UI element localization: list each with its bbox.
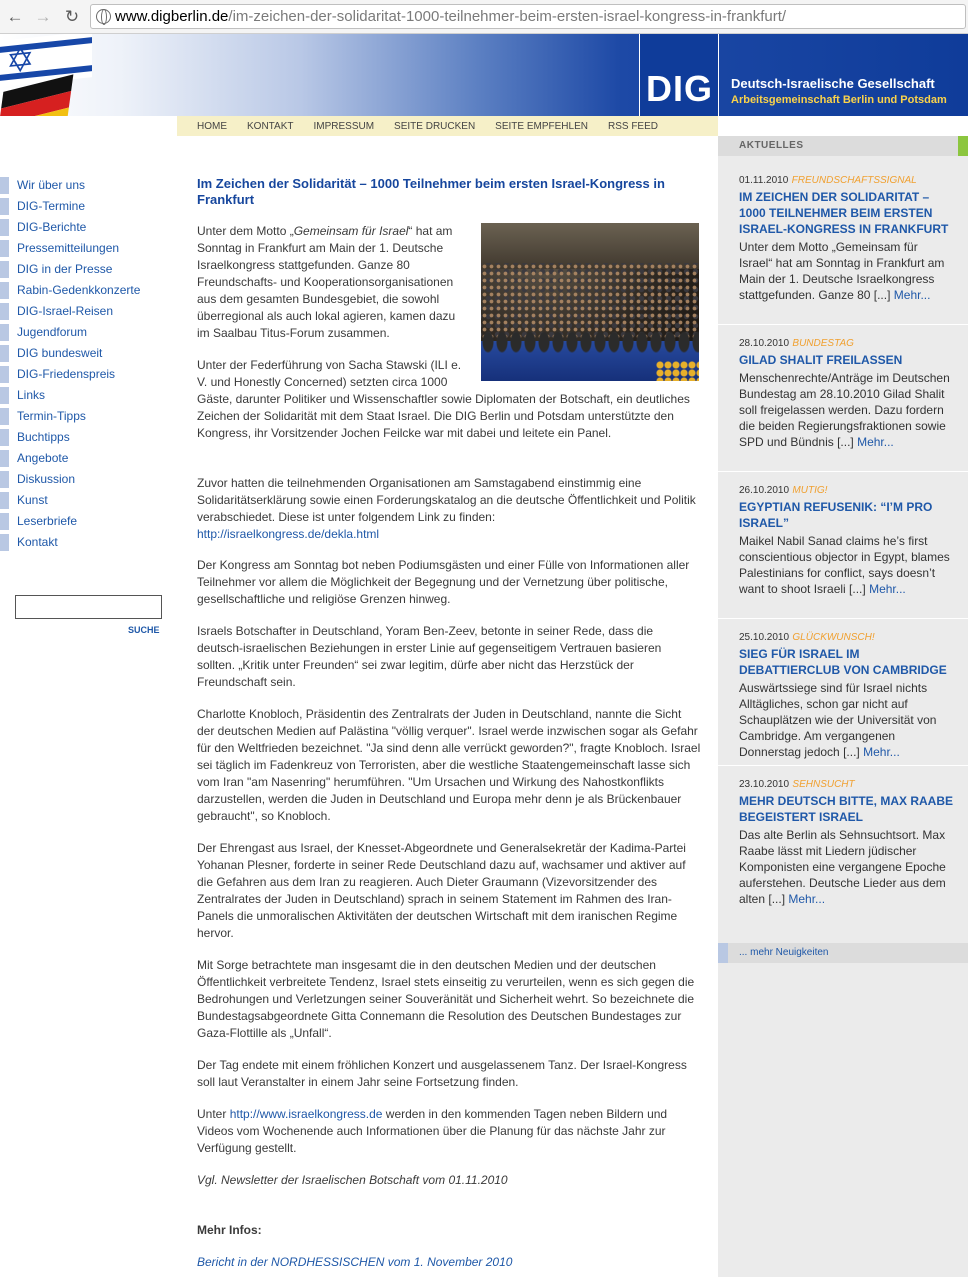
news-more-link[interactable]: Mehr...: [857, 435, 894, 449]
sidebar-item-kunst[interactable]: Kunst: [0, 492, 177, 513]
nav-seite-empfehlen[interactable]: SEITE EMPFEHLEN: [495, 120, 588, 132]
org-subtitle: Arbeitsgemeinschaft Berlin und Potsdam: [731, 94, 947, 106]
nav-kontakt[interactable]: KONTAKT: [247, 120, 294, 132]
sidebar-item-termin-tipps[interactable]: Termin-Tipps: [0, 408, 177, 429]
news-sidebar: [718, 136, 968, 1277]
article-paragraph-8: Mit Sorge betrachtete man insgesamt die in den deutschen Medien und der deutschen Öffentlichkeit verbreitete Tendenz, Israel stets einseitig zu verurteilen, wenn es sich gegen die Bedrohungen und Verletzungen seiner Souveränität und Sicherheit wehrt. So bezeichnete die Bundestagsabgeordnete Gitta Connemann die Resolution des Deutschen Bundestages zur Gaza-Flottille als „Unfall“.: [197, 958, 695, 1040]
search-button[interactable]: SUCHE: [128, 625, 160, 635]
url-path: /im-zeichen-der-solidaritat-1000-teilnehmer-beim-ersten-israel-kongress-in-frankfurt/: [228, 8, 787, 25]
article-title: Im Zeichen der Solidarität – 1000 Teilnehmer beim ersten Israel-Kongress in Frankfurt: [197, 176, 665, 207]
org-name: Deutsch-Israelische Gesellschaft: [731, 76, 935, 91]
congress-audience-photo: [481, 223, 699, 381]
article-paragraph-2a: Unter der Federführung von Sacha Stawski (ILI e. V. und Honestly Concerned) setzten circa 1000: [197, 358, 462, 389]
sidebar-item-angebote[interactable]: Angebote: [0, 450, 177, 471]
more-info-heading: Mehr Infos:: [197, 1223, 262, 1237]
sidebar-item-dig-termine[interactable]: DIG-Termine: [0, 198, 177, 219]
sidebar-item-leserbriefe[interactable]: Leserbriefe: [0, 513, 177, 534]
sidebar-item-pressemitteilungen[interactable]: Pressemitteilungen: [0, 240, 177, 261]
article-source: Vgl. Newsletter der Israelischen Botschaft vom 01.11.2010: [197, 1173, 508, 1187]
forward-button[interactable]: →: [34, 7, 52, 26]
nav-impressum[interactable]: IMPRESSUM: [313, 120, 375, 132]
news-text: Das alte Berlin als Sehnsuchtsort. Max Raabe lässt mit Liedern jüdischer Komponisten eine vergangene Epoche auferstehen. Deutsche Lieder aus dem alten [...] Mehr...: [739, 828, 946, 906]
news-more-link[interactable]: Mehr...: [869, 582, 906, 596]
nav-home[interactable]: HOME: [197, 120, 227, 132]
news-item: [739, 172, 954, 303]
article-paragraph-9: Der Tag endete mit einem fröhlichen Konzert und ausgelassenem Tanz. Der Israel-Kongress soll laut Veranstalter in einem Jahr seine Fortsetzung finden.: [197, 1058, 687, 1089]
sidebar-navigation: [0, 177, 177, 555]
sidebar-item-diskussion[interactable]: Diskussion: [0, 471, 177, 492]
sidebar-item-dig-berichte[interactable]: DIG-Berichte: [0, 219, 177, 240]
accent-bar: [958, 136, 968, 156]
address-bar[interactable]: [90, 4, 966, 29]
back-button[interactable]: ←: [6, 7, 24, 26]
news-category: FREUNDSCHAFTSSIGNAL: [791, 175, 917, 186]
report-link-row: [197, 1254, 701, 1271]
more-news-bar: [718, 943, 968, 963]
article-paragraph-6: Charlotte Knobloch, Präsidentin des Zentralrats der Juden in Deutschland, nannte die Sicht der deutschen Medien auf Palästina "völlig verquer". Israel werde inzwischen sogar als Gefahr für den Weltfrieden bezeichnet. "Ja sind denn alle verrückt geworden?", fragte Knobloch. Israel sei täglich im Fadenkreuz von Terroristen, aber die westliche Staatengemeinschaft lasse sich vom Iran "am Nasenring" herumführen. "Um Ursachen und Wirkung des Nahostkonflikts darzustellen, werden die Juden in Deutschland und Europa mehr denn je als Brückenbauer gebraucht", so Knobloch.: [197, 707, 701, 823]
news-text: Auswärtssiege sind für Israel nichts Alltägliches, schon gar nicht auf Schauplätzen wie der Universität von Cambridge. Am vergangenen Donnerstag jedoch [...] Mehr...: [739, 681, 937, 759]
article-paragraph-4: Der Kongress am Sonntag bot neben Podiumsgästen und einer Fülle von Informationen aller Teilnehmer vor allem die Möglichkeit der Begegnung und der Vernetzung über politische, gesellschaftliche und religiöse Grenzen hinweg.: [197, 558, 690, 606]
star-of-david-icon: ✡: [6, 40, 35, 82]
news-more-link[interactable]: Mehr...: [893, 288, 931, 302]
sidebar-item-links[interactable]: Links: [0, 387, 177, 408]
news-item: [739, 629, 954, 760]
nav-rss-feed[interactable]: RSS FEED: [607, 120, 658, 132]
sidebar-item-dig-israel-reisen[interactable]: DIG-Israel-Reisen: [0, 303, 177, 324]
israel-flag: [0, 34, 92, 87]
news-item: [739, 335, 954, 450]
news-item: [739, 482, 954, 597]
news-text: Maikel Nabil Sanad claims he’s first conscientious objector in Egypt, blames Palestinians for conflict, says doesn’t want to shoot Israeli [...] Mehr...: [739, 534, 950, 596]
article-paragraph-3: Zuvor hatten die teilnehmenden Organisationen am Samstagabend einstimmig eine Solidaritätserklärung sowie einen Forderungskatalog an die deutsche Öffentlichkeit und Politik verabschiedet. Diese ist unter folgendem Link zu finden: http://israelkongress.de/dekla.html: [197, 476, 696, 541]
news-category: SEHNSUCHT: [792, 779, 855, 790]
news-title[interactable]: EGYPTIAN REFUSENIK: “I’M PRO ISRAEL”: [739, 500, 933, 530]
news-more-link[interactable]: Mehr...: [788, 892, 826, 906]
news-category: GLÜCKWUNSCH!: [792, 632, 875, 643]
news-date: 26.10.2010: [739, 485, 790, 496]
israelkongress-link[interactable]: http://www.israelkongress.de: [229, 1107, 383, 1121]
nav-seite-drucken[interactable]: SEITE DRUCKEN: [394, 120, 476, 132]
url-host: www.digberlin.de: [115, 8, 229, 25]
nordhessische-report-link[interactable]: Bericht in der NORDHESSISCHEN vom 1. November 2010: [197, 1255, 513, 1269]
news-item: [739, 776, 954, 907]
aktuelles-heading: [718, 136, 968, 156]
news-title[interactable]: SIEG FÜR ISRAEL IM DEBATTIERCLUB VON CAMBRIDGE: [739, 647, 947, 677]
article: [197, 176, 701, 1269]
search-input[interactable]: [15, 595, 162, 619]
more-news-link[interactable]: ... mehr Neuigkeiten: [739, 947, 829, 958]
article-paragraph-7: Der Ehrengast aus Israel, der Knesset-Abgeordnete und Generalsekretär der Kadima-Partei Yohanan Plesner, forderte in seiner Rede Deutschland dazu auf, wachsamer und aktiver auf die Gefahren aus dem Iran zu reagieren. Auch Dieter Graumann (Vizevorsitzender des Zentralrates der Juden in Deutschland) sprach in seinem Statement im Rahmen des Iran-Panels die unmoralischen Aktivitäten der deutschen Wirtschaft mit dem iranischen Regime hervor.: [197, 841, 686, 940]
sidebar-item-kontakt[interactable]: Kontakt: [0, 534, 177, 555]
flags-logo: [0, 34, 96, 116]
news-text: Unter dem Motto „Gemeinsam für Israel“ hat am Sonntag in Frankfurt am Main der 1. Deutsche Israelkongress stattgefunden. Ganze 80 [...] Mehr...: [739, 240, 945, 302]
news-text: Menschenrechte/Anträge im Deutschen Bundestag am 28.10.2010 Gilad Shalit soll freigelassen werden. Dazu fordern die beiden Regierungsfraktionen sowie SPD und Bündnis [...] Mehr...: [739, 371, 950, 449]
article-paragraph-1: Unter dem Motto „Gemeinsam für Israel“ hat am Sonntag in Frankfurt am Main der 1. Deutsche Israelkongress stattgefunden. Ganze 80 Freundschafts- und Kooperationsorganisationen aus dem gesamten Bundesgebiet, die sowohl überregional als auch lokal agieren, kamen dazu im Saalbau Titus-Forum zusammen.: [197, 224, 456, 340]
aktuelles-heading-text: AKTUELLES: [739, 140, 804, 151]
reload-button[interactable]: ↻: [64, 7, 80, 26]
top-navigation: [177, 116, 718, 136]
declaration-link[interactable]: http://israelkongress.de/dekla.html: [197, 527, 380, 541]
news-title[interactable]: GILAD SHALIT FREILASSEN: [739, 353, 903, 367]
sidebar-item-buchtipps[interactable]: Buchtipps: [0, 429, 177, 450]
article-paragraph-5: Israels Botschafter in Deutschland, Yoram Ben-Zeev, betonte in seiner Rede, dass die deutsch-israelischen Beziehungen in erster Linie auf gegenseitigem Vertrauen basieren sollten. „Kritik unter Freunden“ sei zwar legitim, dürfe aber nicht das Herzstück der Freundschaft sein.: [197, 624, 662, 689]
news-category: MUTIG!: [792, 485, 828, 496]
sidebar-item-wir-ueber-uns[interactable]: Wir über uns: [0, 177, 177, 198]
sidebar-item-rabin-gedenkkonzerte[interactable]: Rabin-Gedenkkonzerte: [0, 282, 177, 303]
news-category: BUNDESTAG: [792, 338, 854, 349]
dig-logo[interactable]: [639, 34, 719, 116]
news-title[interactable]: MEHR DEUTSCH BITTE, MAX RAABE BEGEISTERT ISRAEL: [739, 794, 954, 824]
news-date: 01.11.2010: [739, 175, 789, 186]
sidebar-item-dig-bundesweit[interactable]: DIG bundesweit: [0, 345, 177, 366]
dig-logo-text: DIG: [646, 68, 714, 109]
news-title[interactable]: IM ZEICHEN DER SOLIDARITAT – 1000 TEILNEHMER BEIM ERSTEN ISRAEL-KONGRESS IN FRANKFURT: [739, 190, 949, 236]
news-date: 28.10.2010: [739, 338, 790, 349]
article-paragraph-10: Unter http://www.israelkongress.de werden in den kommenden Tagen neben Bildern und Videos vom Wochenende auch Informationen über die Planung für das nächste Jahr zur Verfügung gestellt.: [197, 1107, 668, 1155]
globe-icon: [96, 9, 111, 24]
news-date: 25.10.2010: [739, 632, 790, 643]
browser-toolbar: [0, 0, 968, 34]
news-date: 23.10.2010: [739, 779, 790, 790]
article-paragraph-2b: Gäste, darunter Politiker und Wissenschaftler sowie Diplomaten der Botschaft, ein deutliches Zeichen der Solidarität mit dem Staat Israel. Die DIG Berlin und Potsdam unterstützte den Kongress, ihr Vorsitzender Jochen Feilcke war mit dabei und leitete ein Panel.: [197, 392, 690, 440]
news-more-link[interactable]: Mehr...: [863, 745, 900, 759]
sidebar-item-dig-friedenspreis[interactable]: DIG-Friedenspreis: [0, 366, 177, 387]
site-header: [0, 34, 968, 116]
sidebar-item-dig-in-der-presse[interactable]: DIG in der Presse: [0, 261, 177, 282]
sidebar-item-jugendforum[interactable]: Jugendforum: [0, 324, 177, 345]
